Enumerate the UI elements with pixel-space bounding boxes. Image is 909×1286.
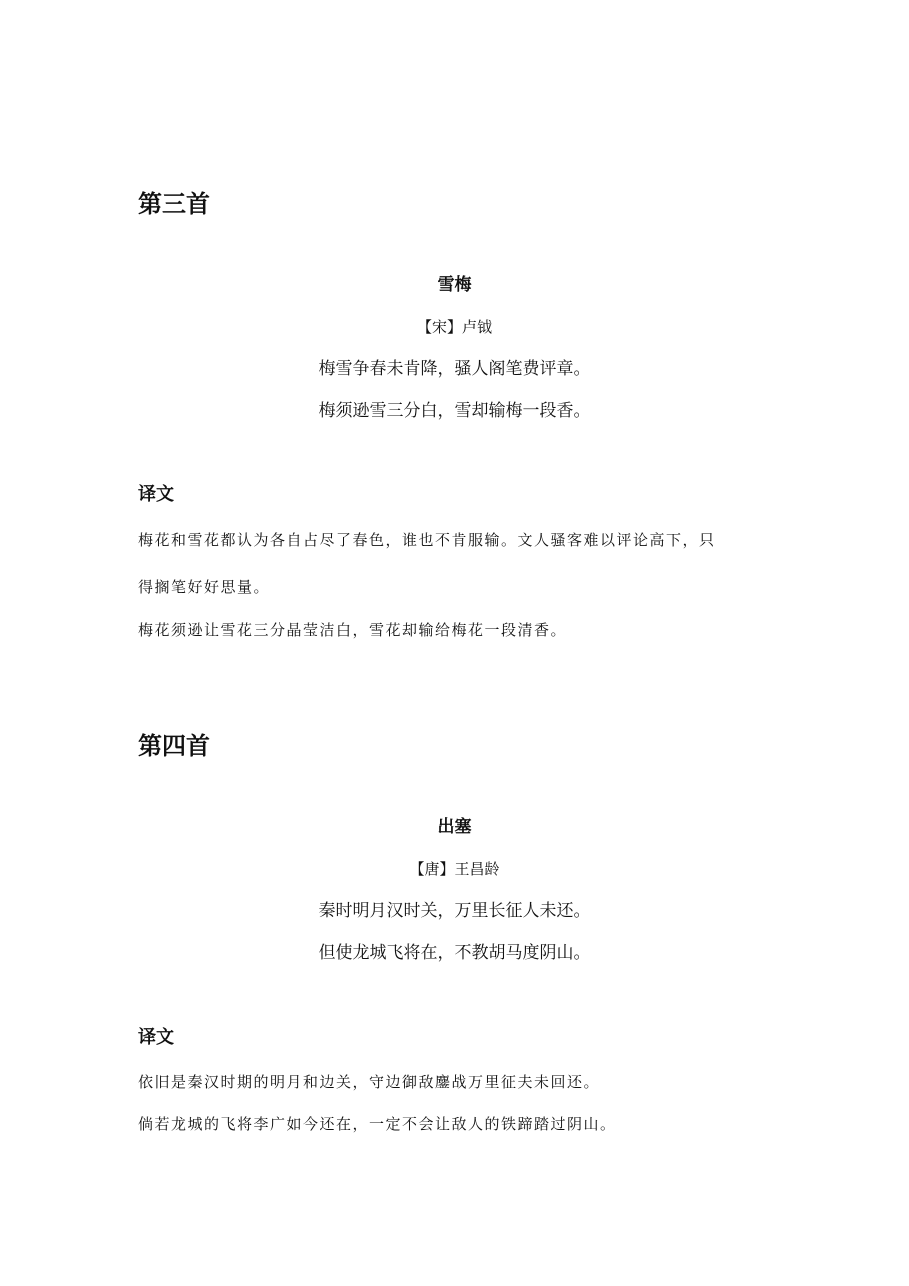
translation-line: 梅花和雪花都认为各自占尽了春色，谁也不肯服输。文人骚客难以评论高下，只: [138, 531, 716, 549]
poem-author: 【宋】卢钺: [416, 318, 492, 336]
section-heading-3: 第三首: [138, 190, 210, 218]
poem-author: 【唐】王昌龄: [409, 860, 500, 878]
translation-heading: 译文: [138, 1027, 174, 1048]
translation-line: 梅花须逊让雪花三分晶莹洁白，雪花却输给梅花一段清香。: [138, 621, 568, 639]
translation-line: 依旧是秦汉时期的明月和边关，守边御敌鏖战万里征夫未回还。: [138, 1073, 601, 1091]
translation-line: 得搁笔好好思量。: [138, 578, 271, 596]
poem-title: 雪梅: [437, 275, 472, 295]
translation-heading: 译文: [138, 484, 174, 505]
poem-line: 秦时明月汉时关，万里长征人未还。: [318, 901, 591, 921]
poem-line: 梅雪争春未肯降，骚人阁笔费评章。: [318, 359, 591, 379]
poem-line: 梅须逊雪三分白，雪却输梅一段香。: [318, 401, 591, 421]
section-heading-4: 第四首: [138, 732, 210, 760]
poem-line: 但使龙城飞将在，不教胡马度阴山。: [318, 943, 591, 963]
translation-line: 倘若龙城的飞将李广如今还在，一定不会让敌人的铁蹄踏过阴山。: [138, 1115, 617, 1133]
poem-title: 出塞: [437, 817, 472, 837]
